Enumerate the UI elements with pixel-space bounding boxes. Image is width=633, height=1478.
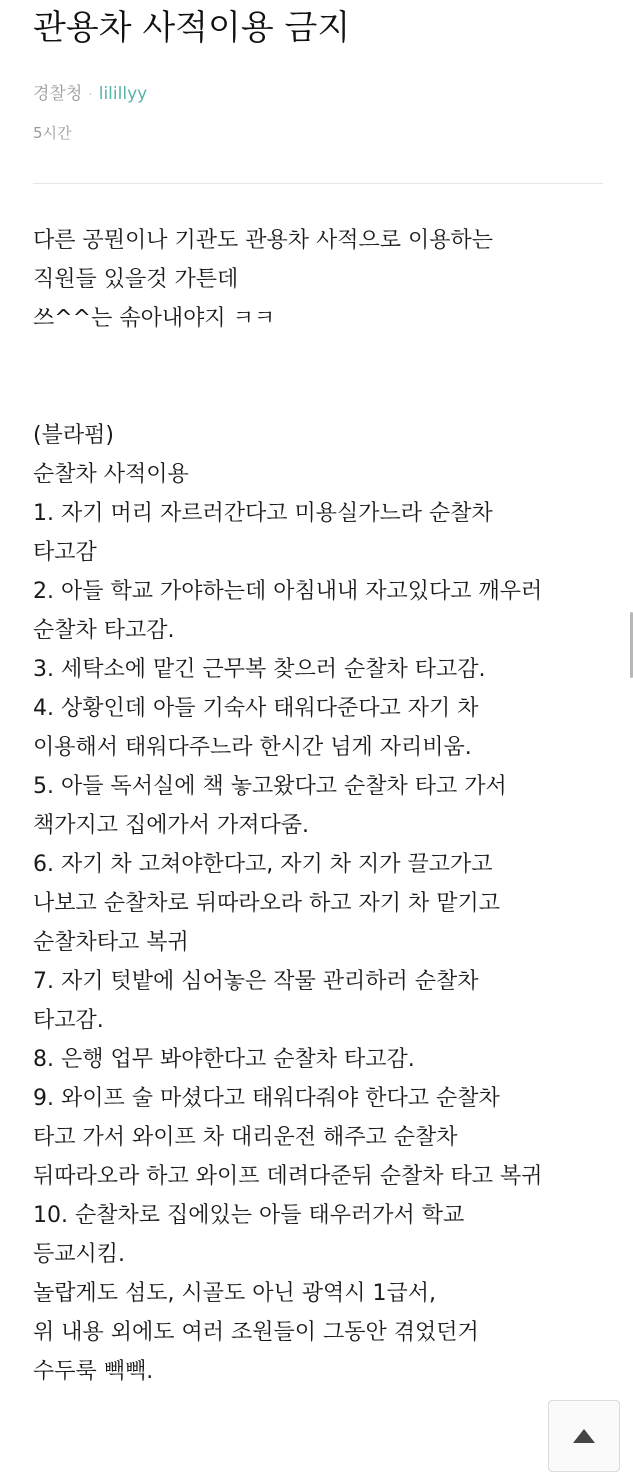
body-line: 직원들 있을것 가튼데	[33, 267, 239, 292]
body-line: 수두룩 빽빽.	[33, 1359, 154, 1384]
body-line: (블라펌)	[33, 423, 114, 448]
body-line: 책가지고 집에가서 가져다줌.	[33, 813, 310, 838]
body-line: 뒤따라오라 하고 와이프 데려다준뒤 순찰차 타고 복귀	[33, 1164, 543, 1189]
body-line: 쓰^^는 솎아내야지 ㅋㅋ	[33, 306, 276, 331]
divider	[33, 183, 603, 184]
body-line: 위 내용 외에도 여러 조원들이 그동안 겪었던거	[33, 1320, 479, 1345]
body-line: 놀랍게도 섬도, 시골도 아닌 광역시 1급서,	[33, 1281, 436, 1306]
body-line: 10. 순찰차로 집에있는 아들 태우러가서 학교	[33, 1203, 465, 1228]
body-line: 8. 은행 업무 봐야한다고 순찰차 타고감.	[33, 1047, 415, 1072]
post-title: 관용차 사적이용 금지	[33, 8, 351, 48]
body-line: 타고감	[33, 540, 97, 565]
body-line: 등교시킴.	[33, 1242, 126, 1267]
author-category[interactable]: 경찰청	[33, 84, 83, 104]
scroll-to-top-button[interactable]	[548, 1400, 620, 1472]
body-line: 4. 상황인데 아들 기숙사 태워다준다고 자기 차	[33, 696, 479, 721]
body-line: 순찰차 사적이용	[33, 462, 189, 487]
body-line: 3. 세탁소에 맡긴 근무복 찾으러 순찰차 타고감.	[33, 657, 486, 682]
body-line: 순찰차 타고감.	[33, 618, 175, 643]
paragraph-gap	[33, 338, 623, 416]
body-line: 5. 아들 독서실에 책 놓고왔다고 순찰차 타고 가서	[33, 774, 507, 799]
body-line: 2. 아들 학교 가야하는데 아침내내 자고있다고 깨우러	[33, 579, 543, 604]
body-line: 나보고 순찰차로 뒤따라오라 하고 자기 차 맡기고	[33, 891, 501, 916]
meta-separator: ·	[88, 87, 93, 103]
post-body	[33, 221, 623, 1391]
post-meta	[33, 82, 147, 107]
body-line: 1. 자기 머리 자르러간다고 미용실가느라 순찰차	[33, 501, 493, 526]
author-name[interactable]: lilillyy	[98, 84, 148, 104]
post-time: 5시간	[33, 124, 72, 142]
body-line: 7. 자기 텃밭에 심어놓은 작물 관리하러 순찰차	[33, 969, 479, 994]
body-line: 순찰차타고 복귀	[33, 930, 189, 955]
body-line: 타고 가서 와이프 차 대리운전 해주고 순찰차	[33, 1125, 458, 1150]
body-line: 6. 자기 차 고쳐야한다고, 자기 차 지가 끌고가고	[33, 852, 493, 877]
body-line: 이용해서 태워다주느라 한시간 넘게 자리비움.	[33, 735, 472, 760]
body-line: 다른 공뭔이나 기관도 관용차 사적으로 이용하는	[33, 228, 494, 253]
triangle-up-icon	[571, 1427, 597, 1445]
body-line: 타고감.	[33, 1008, 104, 1033]
body-line: 9. 와이프 술 마셨다고 태워다줘야 한다고 순찰차	[33, 1086, 500, 1111]
